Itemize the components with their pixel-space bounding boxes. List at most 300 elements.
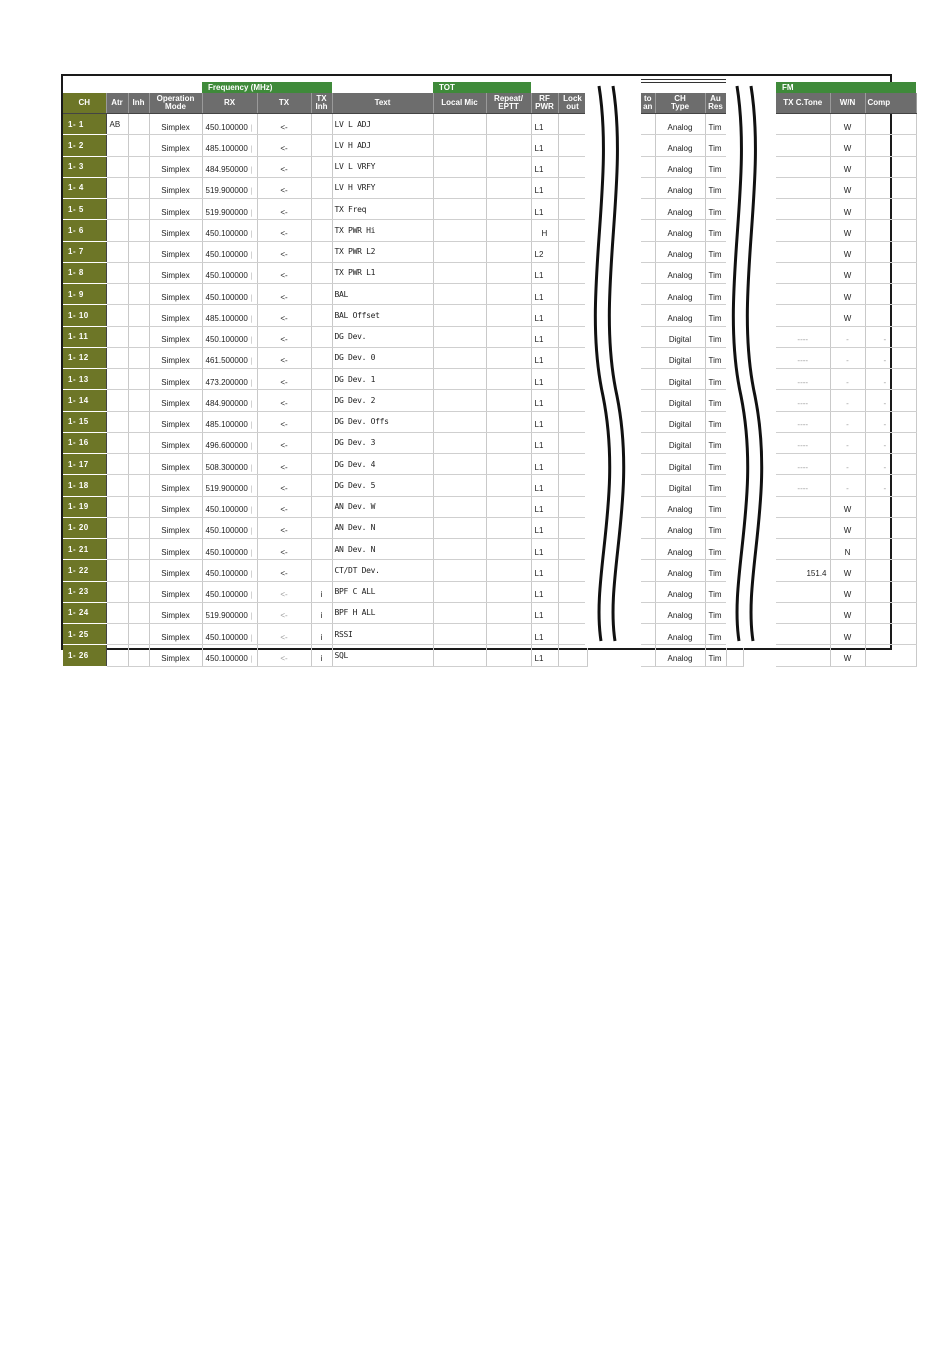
audio-res-cell[interactable]: [705, 199, 726, 220]
tx-cell[interactable]: [257, 241, 311, 262]
ch-type-cell[interactable]: [655, 560, 705, 581]
tx-inh-cell[interactable]: [311, 241, 332, 262]
text-cell[interactable]: LV H ADJ: [332, 135, 433, 156]
rf-pwr-cell[interactable]: [531, 624, 558, 645]
text-cell[interactable]: BAL Offset: [332, 305, 433, 326]
table-row[interactable]: [641, 114, 743, 135]
rf-pwr-cell[interactable]: [531, 220, 558, 241]
rf-pwr-cell[interactable]: [531, 560, 558, 581]
scan-cell[interactable]: [641, 220, 655, 241]
lockout-cell[interactable]: [558, 624, 587, 645]
wn-cell[interactable]: [830, 645, 865, 666]
inh-cell[interactable]: [128, 390, 149, 411]
text-cell[interactable]: TX Freq: [332, 199, 433, 220]
wn-cell[interactable]: [830, 496, 865, 517]
inh-cell[interactable]: [128, 305, 149, 326]
lockout-cell[interactable]: [558, 241, 587, 262]
repeat-eptt-cell[interactable]: [486, 305, 531, 326]
tx-ctone-cell[interactable]: [776, 539, 830, 560]
text-cell[interactable]: DG Dev. 2: [332, 390, 433, 411]
table-row[interactable]: [776, 475, 916, 496]
table-row[interactable]: [63, 390, 587, 411]
rx-cell[interactable]: [202, 326, 257, 347]
tx-cell[interactable]: [257, 347, 311, 368]
tx-ctone-cell[interactable]: [776, 156, 830, 177]
tx-inh-cell[interactable]: [311, 539, 332, 560]
inh-cell[interactable]: [128, 624, 149, 645]
ch-cell[interactable]: 1- 3: [63, 156, 106, 177]
table-row[interactable]: [776, 369, 916, 390]
atr-cell[interactable]: [106, 454, 128, 475]
lockout-cell[interactable]: [558, 560, 587, 581]
table-row[interactable]: [776, 220, 916, 241]
ch-cell[interactable]: 1- 15: [63, 411, 106, 432]
audio-res-cell[interactable]: [705, 220, 726, 241]
operation-mode-cell[interactable]: [149, 645, 202, 666]
operation-mode-cell[interactable]: [149, 241, 202, 262]
scan-cell[interactable]: [641, 560, 655, 581]
local-mic-cell[interactable]: [433, 432, 486, 453]
atr-cell[interactable]: [106, 199, 128, 220]
text-cell[interactable]: SQL: [332, 645, 433, 666]
ch-cell[interactable]: 1- 20: [63, 517, 106, 538]
text-cell[interactable]: DG Dev.: [332, 326, 433, 347]
ch-type-column-header[interactable]: [655, 93, 705, 114]
operation-mode-cell[interactable]: [149, 411, 202, 432]
tx-inh-cell[interactable]: [311, 199, 332, 220]
rx-cell[interactable]: [202, 156, 257, 177]
tx-ctone-cell[interactable]: [776, 347, 830, 368]
comp-cell[interactable]: [865, 517, 916, 538]
table-row[interactable]: [776, 284, 916, 305]
rf-pwr-cell[interactable]: [531, 241, 558, 262]
wn-cell[interactable]: [830, 177, 865, 198]
repeat-eptt-column-header[interactable]: [486, 93, 531, 114]
tx-inh-cell[interactable]: [311, 560, 332, 581]
tx-inh-cell[interactable]: [311, 284, 332, 305]
local-mic-cell[interactable]: [433, 135, 486, 156]
local-mic-cell[interactable]: [433, 475, 486, 496]
inh-cell[interactable]: [128, 517, 149, 538]
ch-type-cell[interactable]: [655, 135, 705, 156]
rx-cell[interactable]: [202, 369, 257, 390]
tx-cell[interactable]: [257, 517, 311, 538]
rf-pwr-cell[interactable]: [531, 390, 558, 411]
wn-cell[interactable]: [830, 390, 865, 411]
ch-cell[interactable]: 1- 9: [63, 284, 106, 305]
tx-cell[interactable]: [257, 114, 311, 135]
rf-pwr-cell[interactable]: [531, 602, 558, 623]
table-row[interactable]: [641, 624, 743, 645]
tx-ctone-cell[interactable]: [776, 369, 830, 390]
repeat-eptt-cell[interactable]: [486, 135, 531, 156]
local-mic-cell[interactable]: [433, 517, 486, 538]
atr-cell[interactable]: [106, 432, 128, 453]
table-row[interactable]: [776, 262, 916, 283]
atr-cell[interactable]: [106, 369, 128, 390]
tx-ctone-cell[interactable]: [776, 475, 830, 496]
text-cell[interactable]: LV L ADJ: [332, 114, 433, 135]
comp-cell[interactable]: [865, 284, 916, 305]
table-row[interactable]: [641, 496, 743, 517]
ch-cell[interactable]: 1- 11: [63, 326, 106, 347]
rf-pwr-cell[interactable]: [531, 581, 558, 602]
lockout-cell[interactable]: [558, 496, 587, 517]
table-row[interactable]: [641, 581, 743, 602]
local-mic-cell[interactable]: [433, 369, 486, 390]
repeat-eptt-cell[interactable]: [486, 326, 531, 347]
rf-pwr-cell[interactable]: [531, 177, 558, 198]
tx-inh-cell[interactable]: [311, 114, 332, 135]
ch-type-cell[interactable]: [655, 220, 705, 241]
text-cell[interactable]: DG Dev. 3: [332, 432, 433, 453]
rx-cell[interactable]: [202, 581, 257, 602]
comp-cell[interactable]: [865, 347, 916, 368]
inh-cell[interactable]: [128, 432, 149, 453]
table-row[interactable]: [63, 220, 587, 241]
table-row[interactable]: [776, 602, 916, 623]
scan-cell[interactable]: [641, 496, 655, 517]
inh-cell[interactable]: [128, 241, 149, 262]
table-row[interactable]: [641, 241, 743, 262]
repeat-eptt-cell[interactable]: [486, 284, 531, 305]
table-row[interactable]: [63, 347, 587, 368]
ch-cell[interactable]: 1- 5: [63, 199, 106, 220]
audio-res-cell[interactable]: [705, 475, 726, 496]
tx-ctone-cell[interactable]: [776, 560, 830, 581]
ch-cell[interactable]: 1- 8: [63, 262, 106, 283]
comp-cell[interactable]: [865, 454, 916, 475]
scan-cell[interactable]: [641, 432, 655, 453]
operation-mode-cell[interactable]: [149, 220, 202, 241]
tx-inh-cell[interactable]: [311, 177, 332, 198]
tx-inh-cell[interactable]: [311, 135, 332, 156]
text-cell[interactable]: RSSI: [332, 624, 433, 645]
repeat-eptt-cell[interactable]: [486, 411, 531, 432]
local-mic-cell[interactable]: [433, 454, 486, 475]
rx-cell[interactable]: [202, 284, 257, 305]
repeat-eptt-cell[interactable]: [486, 581, 531, 602]
atr-cell[interactable]: [106, 496, 128, 517]
wn-cell[interactable]: [830, 560, 865, 581]
local-mic-cell[interactable]: [433, 624, 486, 645]
table-row[interactable]: [63, 517, 587, 538]
audio-res-cell[interactable]: [705, 624, 726, 645]
atr-cell[interactable]: [106, 645, 128, 666]
atr-cell[interactable]: [106, 602, 128, 623]
rx-cell[interactable]: [202, 199, 257, 220]
table-row[interactable]: [641, 645, 743, 666]
tx-cell[interactable]: [257, 262, 311, 283]
rf-pwr-cell[interactable]: [531, 199, 558, 220]
atr-cell[interactable]: [106, 326, 128, 347]
lockout-cell[interactable]: [558, 454, 587, 475]
tx-ctone-cell[interactable]: [776, 624, 830, 645]
tx-inh-cell[interactable]: [311, 645, 332, 666]
ch-cell[interactable]: 1- 22: [63, 560, 106, 581]
tx-inh-cell[interactable]: [311, 624, 332, 645]
tx-ctone-cell[interactable]: [776, 454, 830, 475]
table-row[interactable]: [776, 241, 916, 262]
comp-cell[interactable]: [865, 411, 916, 432]
text-cell[interactable]: DG Dev. Offs: [332, 411, 433, 432]
text-cell[interactable]: BPF C ALL: [332, 581, 433, 602]
scan-cell[interactable]: [641, 390, 655, 411]
table-row[interactable]: [776, 624, 916, 645]
audio-res-cell[interactable]: [705, 411, 726, 432]
comp-cell[interactable]: [865, 114, 916, 135]
tx-inh-column-header[interactable]: [311, 93, 332, 114]
text-cell[interactable]: BPF H ALL: [332, 602, 433, 623]
tx-cell[interactable]: [257, 326, 311, 347]
ch-type-cell[interactable]: [655, 411, 705, 432]
table-row[interactable]: [776, 114, 916, 135]
tx-inh-cell[interactable]: [311, 305, 332, 326]
comp-cell[interactable]: [865, 262, 916, 283]
local-mic-cell[interactable]: [433, 560, 486, 581]
inh-cell[interactable]: [128, 560, 149, 581]
table-row[interactable]: [641, 284, 743, 305]
repeat-eptt-cell[interactable]: [486, 645, 531, 666]
rx-cell[interactable]: [202, 177, 257, 198]
audio-res-cell[interactable]: [705, 581, 726, 602]
tx-ctone-cell[interactable]: [776, 496, 830, 517]
inh-cell[interactable]: [128, 369, 149, 390]
ch-type-cell[interactable]: [655, 177, 705, 198]
ch-cell[interactable]: 1- 14: [63, 390, 106, 411]
tx-cell[interactable]: [257, 454, 311, 475]
tx-inh-cell[interactable]: [311, 517, 332, 538]
ch-type-cell[interactable]: [655, 517, 705, 538]
tx-ctone-cell[interactable]: [776, 326, 830, 347]
table-row[interactable]: [63, 496, 587, 517]
scan-cell[interactable]: [641, 539, 655, 560]
ch-cell[interactable]: 1- 13: [63, 369, 106, 390]
repeat-eptt-cell[interactable]: [486, 454, 531, 475]
tx-cell[interactable]: [257, 369, 311, 390]
audio-res-cell[interactable]: [705, 326, 726, 347]
rf-pwr-cell[interactable]: [531, 347, 558, 368]
table-row[interactable]: [63, 539, 587, 560]
inh-cell[interactable]: [128, 156, 149, 177]
ch-cell[interactable]: 1- 6: [63, 220, 106, 241]
local-mic-column-header[interactable]: Local Mic: [433, 93, 486, 114]
wn-cell[interactable]: [830, 305, 865, 326]
comp-cell[interactable]: [865, 496, 916, 517]
operation-mode-cell[interactable]: [149, 369, 202, 390]
ch-cell[interactable]: 1- 2: [63, 135, 106, 156]
ch-type-cell[interactable]: [655, 645, 705, 666]
rx-cell[interactable]: [202, 305, 257, 326]
inh-cell[interactable]: [128, 347, 149, 368]
lockout-cell[interactable]: [558, 326, 587, 347]
text-cell[interactable]: TX PWR Hi: [332, 220, 433, 241]
lockout-cell[interactable]: [558, 581, 587, 602]
rx-cell[interactable]: [202, 432, 257, 453]
lockout-cell[interactable]: [558, 602, 587, 623]
ch-cell[interactable]: 1- 7: [63, 241, 106, 262]
table-row[interactable]: [776, 454, 916, 475]
rf-pwr-cell[interactable]: [531, 645, 558, 666]
inh-cell[interactable]: [128, 262, 149, 283]
scan-cell[interactable]: [641, 454, 655, 475]
ch-cell[interactable]: 1- 24: [63, 602, 106, 623]
rf-pwr-cell[interactable]: [531, 369, 558, 390]
local-mic-cell[interactable]: [433, 602, 486, 623]
table-row[interactable]: [776, 390, 916, 411]
comp-cell[interactable]: [865, 581, 916, 602]
audio-res-cell[interactable]: [705, 517, 726, 538]
tx-inh-cell[interactable]: [311, 369, 332, 390]
repeat-eptt-cell[interactable]: [486, 432, 531, 453]
repeat-eptt-cell[interactable]: [486, 262, 531, 283]
local-mic-cell[interactable]: [433, 241, 486, 262]
table-row[interactable]: [641, 135, 743, 156]
tx-ctone-cell[interactable]: [776, 517, 830, 538]
operation-mode-cell[interactable]: [149, 432, 202, 453]
tx-cell[interactable]: [257, 199, 311, 220]
audio-res-cell[interactable]: [705, 284, 726, 305]
table-row[interactable]: [63, 581, 587, 602]
ch-cell[interactable]: 1- 12: [63, 347, 106, 368]
lockout-cell[interactable]: [558, 135, 587, 156]
table-row[interactable]: [641, 177, 743, 198]
tx-cell[interactable]: [257, 496, 311, 517]
repeat-eptt-cell[interactable]: [486, 369, 531, 390]
operation-mode-cell[interactable]: [149, 602, 202, 623]
ch-cell[interactable]: 1- 21: [63, 539, 106, 560]
comp-cell[interactable]: [865, 432, 916, 453]
ch-type-cell[interactable]: [655, 156, 705, 177]
lockout-cell[interactable]: [558, 114, 587, 135]
rx-cell[interactable]: [202, 645, 257, 666]
tx-ctone-cell[interactable]: [776, 284, 830, 305]
repeat-eptt-cell[interactable]: [486, 114, 531, 135]
tx-column-header[interactable]: TX: [257, 93, 311, 114]
ch-cell[interactable]: 1- 16: [63, 432, 106, 453]
repeat-eptt-cell[interactable]: [486, 177, 531, 198]
ch-type-cell[interactable]: [655, 305, 705, 326]
operation-mode-cell[interactable]: [149, 199, 202, 220]
ch-type-cell[interactable]: [655, 475, 705, 496]
table-row[interactable]: [776, 411, 916, 432]
repeat-eptt-cell[interactable]: [486, 241, 531, 262]
wn-cell[interactable]: [830, 581, 865, 602]
operation-mode-cell[interactable]: [149, 156, 202, 177]
scan-cell[interactable]: [641, 241, 655, 262]
table-row[interactable]: [641, 326, 743, 347]
audio-res-cell[interactable]: [705, 114, 726, 135]
wn-cell[interactable]: [830, 602, 865, 623]
operation-mode-cell[interactable]: [149, 517, 202, 538]
rf-pwr-cell[interactable]: [531, 156, 558, 177]
lockout-cell[interactable]: [558, 305, 587, 326]
rx-cell[interactable]: [202, 241, 257, 262]
local-mic-cell[interactable]: [433, 347, 486, 368]
wn-cell[interactable]: [830, 241, 865, 262]
table-row[interactable]: [776, 539, 916, 560]
ch-type-cell[interactable]: [655, 262, 705, 283]
lockout-cell[interactable]: [558, 390, 587, 411]
lockout-cell[interactable]: [558, 156, 587, 177]
tx-cell[interactable]: [257, 177, 311, 198]
operation-mode-cell[interactable]: [149, 347, 202, 368]
wn-cell[interactable]: [830, 220, 865, 241]
table-row[interactable]: [63, 454, 587, 475]
text-cell[interactable]: DG Dev. 4: [332, 454, 433, 475]
scan-cell[interactable]: [641, 262, 655, 283]
scan-cell[interactable]: [641, 602, 655, 623]
lockout-cell[interactable]: [558, 645, 587, 666]
scan-cell[interactable]: [641, 177, 655, 198]
audio-res-cell[interactable]: [705, 305, 726, 326]
audio-res-cell[interactable]: [705, 496, 726, 517]
table-row[interactable]: [641, 454, 743, 475]
comp-cell[interactable]: [865, 475, 916, 496]
table-row[interactable]: [641, 305, 743, 326]
ch-type-cell[interactable]: [655, 581, 705, 602]
scan-cell[interactable]: [641, 369, 655, 390]
tx-inh-cell[interactable]: [311, 602, 332, 623]
text-cell[interactable]: DG Dev. 1: [332, 369, 433, 390]
rf-pwr-cell[interactable]: [531, 135, 558, 156]
inh-cell[interactable]: [128, 177, 149, 198]
comp-cell[interactable]: [865, 369, 916, 390]
table-row[interactable]: [641, 347, 743, 368]
table-row[interactable]: [641, 539, 743, 560]
atr-cell[interactable]: [106, 220, 128, 241]
wn-cell[interactable]: [830, 517, 865, 538]
atr-cell[interactable]: [106, 347, 128, 368]
repeat-eptt-cell[interactable]: [486, 390, 531, 411]
audio-res-cell[interactable]: [705, 560, 726, 581]
tx-cell[interactable]: [257, 432, 311, 453]
inh-cell[interactable]: [128, 539, 149, 560]
rf-pwr-cell[interactable]: [531, 326, 558, 347]
comp-cell[interactable]: [865, 241, 916, 262]
repeat-eptt-cell[interactable]: [486, 624, 531, 645]
audio-res-cell[interactable]: [705, 347, 726, 368]
lockout-cell[interactable]: [558, 220, 587, 241]
lockout-cell[interactable]: [558, 284, 587, 305]
inh-cell[interactable]: [128, 496, 149, 517]
inh-cell[interactable]: [128, 645, 149, 666]
ch-type-cell[interactable]: [655, 390, 705, 411]
table-row[interactable]: [776, 496, 916, 517]
tx-ctone-cell[interactable]: [776, 135, 830, 156]
scan-cell[interactable]: [641, 347, 655, 368]
local-mic-cell[interactable]: [433, 496, 486, 517]
local-mic-cell[interactable]: [433, 390, 486, 411]
atr-column-header[interactable]: Atr: [106, 93, 128, 114]
inh-cell[interactable]: [128, 411, 149, 432]
tx-ctone-column-header[interactable]: TX C.Tone: [776, 93, 830, 114]
table-row[interactable]: [63, 602, 587, 623]
operation-mode-cell[interactable]: [149, 454, 202, 475]
local-mic-cell[interactable]: [433, 156, 486, 177]
tx-cell[interactable]: [257, 475, 311, 496]
ch-type-cell[interactable]: [655, 624, 705, 645]
table-row[interactable]: [641, 262, 743, 283]
table-row[interactable]: [776, 432, 916, 453]
table-row[interactable]: [641, 220, 743, 241]
lockout-cell[interactable]: [558, 347, 587, 368]
table-row[interactable]: [63, 199, 587, 220]
table-row[interactable]: [641, 475, 743, 496]
local-mic-cell[interactable]: [433, 539, 486, 560]
tx-inh-cell[interactable]: [311, 326, 332, 347]
tx-inh-cell[interactable]: [311, 156, 332, 177]
